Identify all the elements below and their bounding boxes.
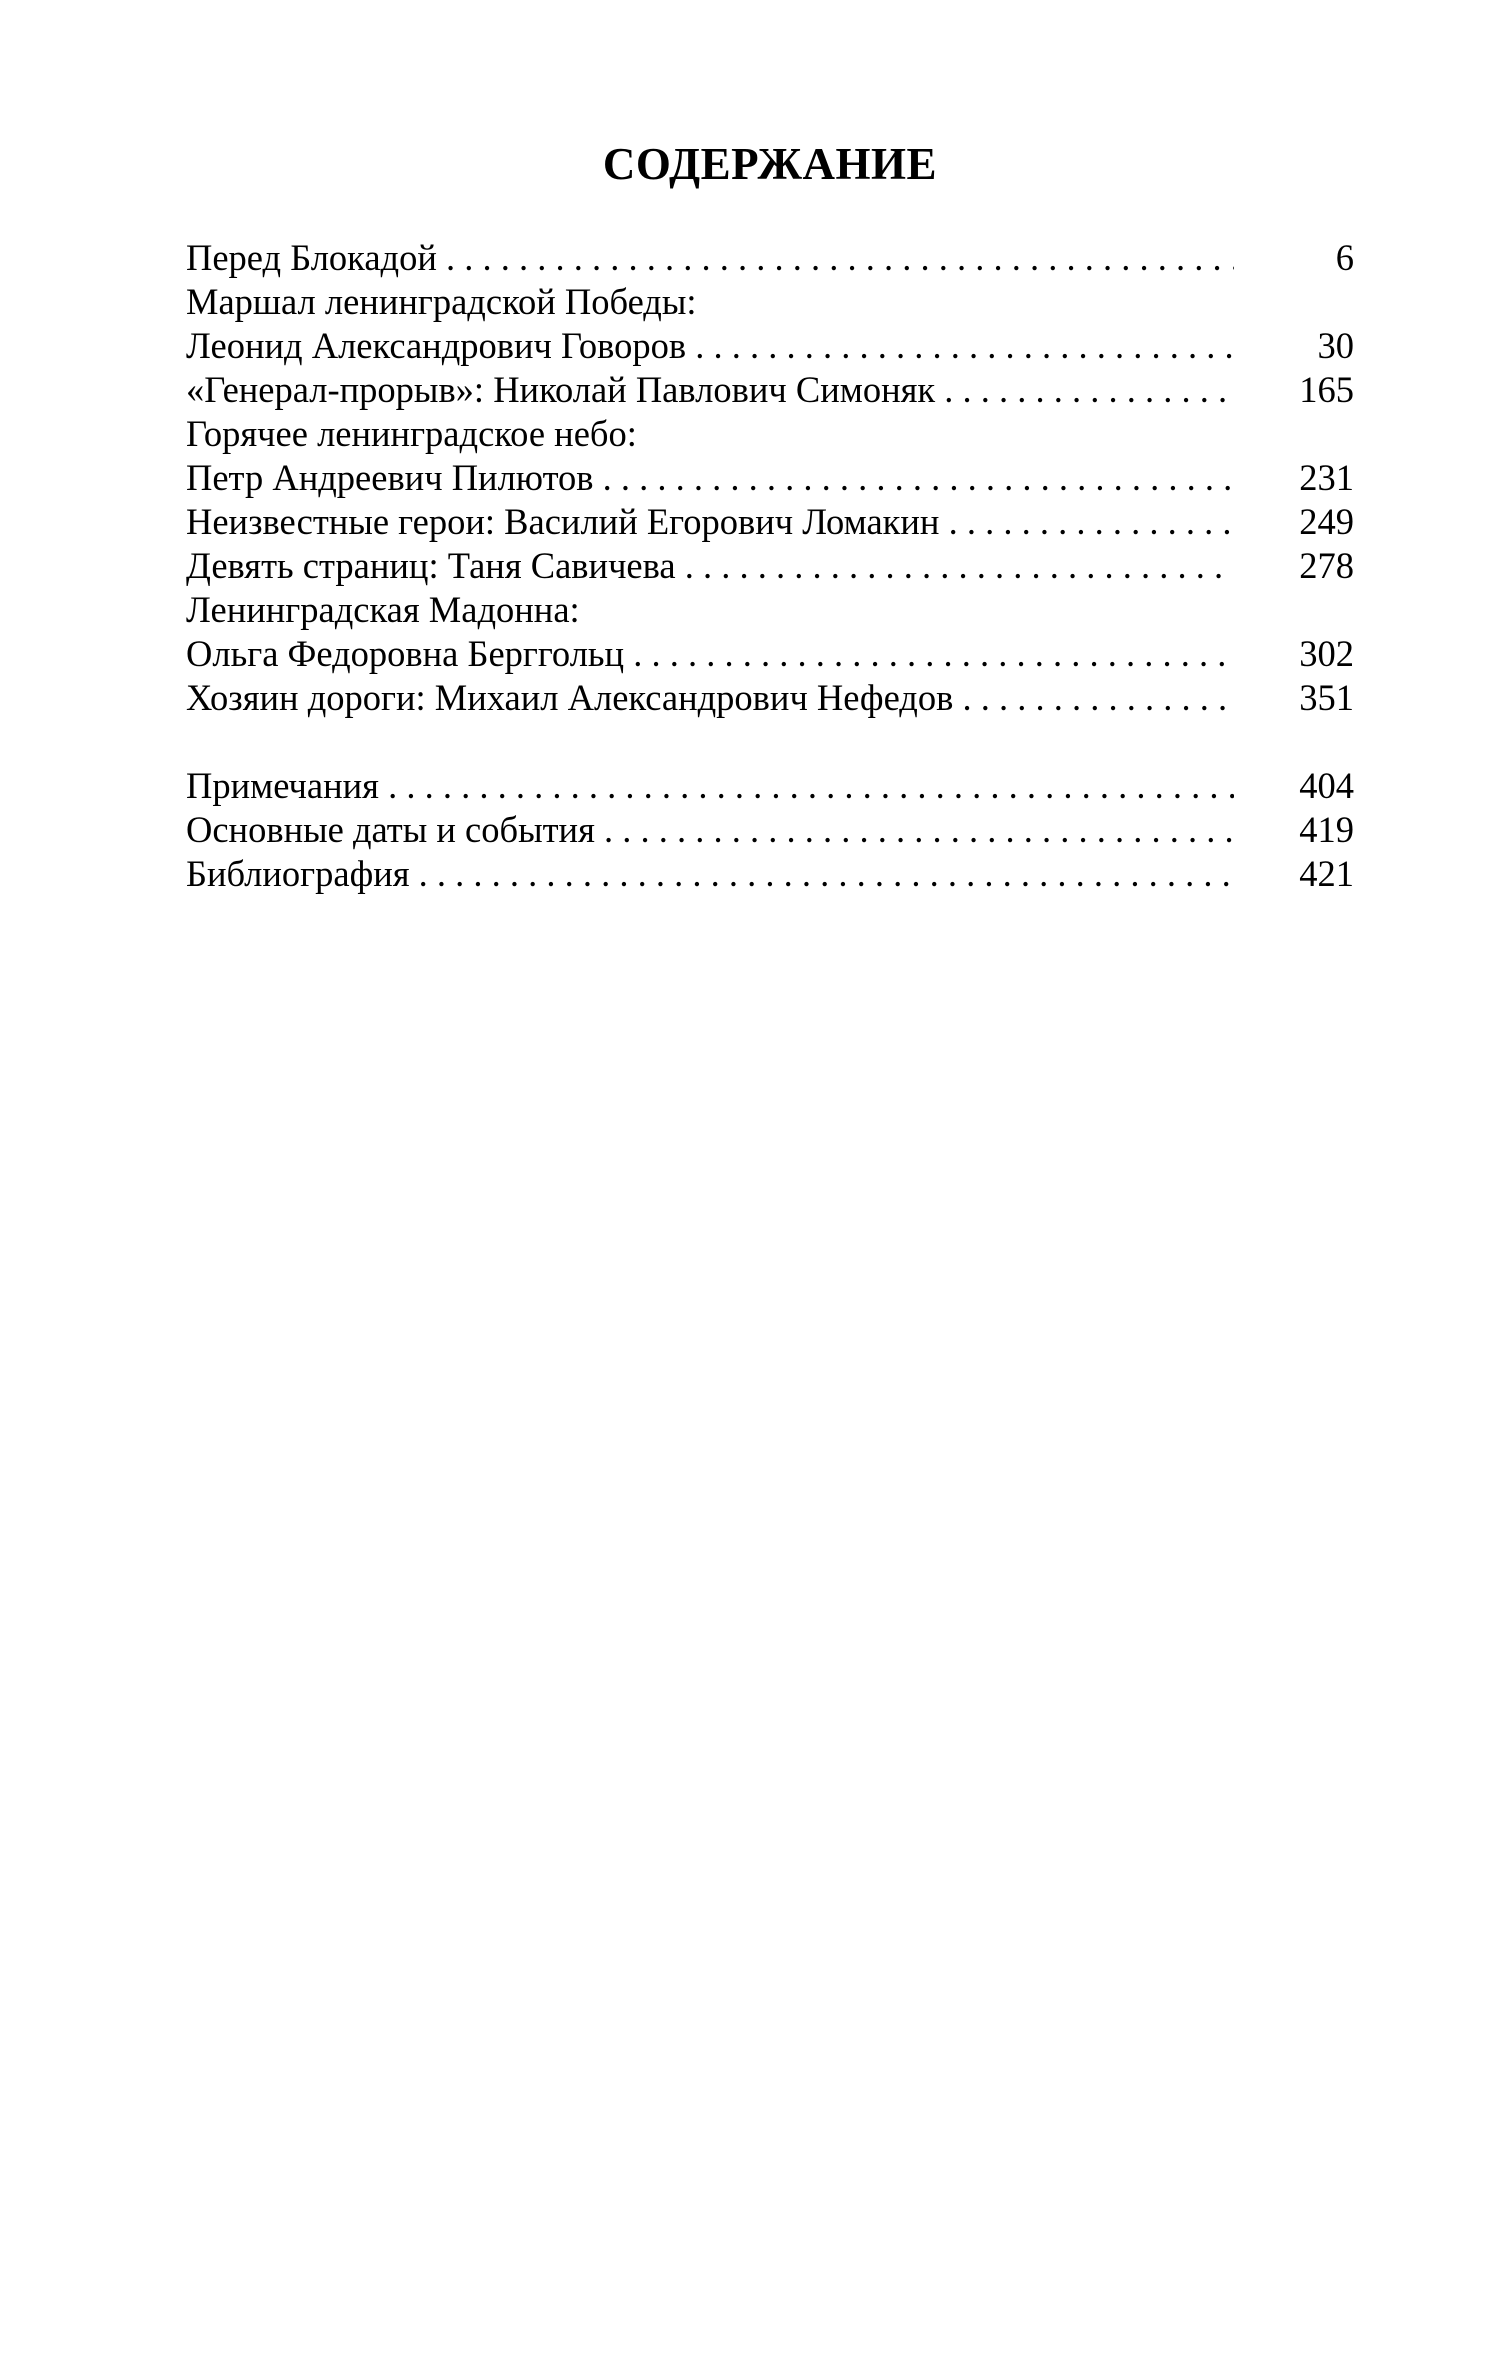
toc-entry [186, 324, 1354, 368]
toc-entry-text: Неизвестные герои: Василий Егорович Ломакин . . . [186, 500, 1234, 544]
toc-entry-page: 165 [1299, 369, 1354, 410]
toc-entry-text: Горячее ленинградское небо: [186, 413, 637, 454]
toc-entry-text: Ленинградская Мадонна: [186, 589, 580, 630]
toc-entry [186, 368, 1354, 412]
toc-entry-text: «Генерал-прорыв»: Николай Павлович Симоняк . . . [186, 368, 1234, 412]
toc-entry-page: 278 [1299, 545, 1354, 586]
toc-entry [186, 236, 1354, 280]
toc-entry [186, 500, 1354, 544]
toc-entry-text: Библиография . . . [186, 852, 1234, 896]
toc-entry [186, 852, 1354, 896]
toc-entry-text: Хозяин дороги: Михаил Александрович Нефедов . . . [186, 676, 1234, 720]
toc-entry-text: Петр Андреевич Пилютов . . . [186, 456, 1234, 500]
toc-entry-page: 6 [1335, 237, 1354, 278]
toc-entry [186, 456, 1354, 500]
toc-entry-page: 404 [1299, 765, 1354, 806]
toc-entry-page: 419 [1299, 809, 1354, 850]
toc-entry-page: 351 [1299, 677, 1354, 718]
toc-entry-page: 421 [1299, 853, 1354, 894]
toc-entry-page: 231 [1299, 457, 1354, 498]
toc-entry-text: Перед Блокадой . . . [186, 236, 1234, 280]
toc-entry [186, 588, 1354, 632]
toc-entry-page: 302 [1299, 633, 1354, 674]
toc-entry-text: Ольга Федоровна Берггольц . . . [186, 632, 1234, 676]
toc-entry [186, 808, 1354, 852]
toc-entry-page: 30 [1317, 325, 1354, 366]
toc-entry [186, 764, 1354, 808]
table-of-contents [186, 236, 1354, 896]
toc-entry-text: Леонид Александрович Говоров . . . [186, 324, 1234, 368]
toc-entry [186, 676, 1354, 720]
page-title: СОДЕРЖАНИЕ [602, 139, 938, 189]
toc-entry-text: Маршал ленинградской Победы: [186, 281, 697, 322]
toc-entry-page: 249 [1299, 501, 1354, 542]
toc-entry-text: Примечания . . . [186, 764, 1234, 808]
toc-entry [186, 544, 1354, 588]
toc-entry [186, 632, 1354, 676]
toc-entry [186, 280, 1354, 324]
toc-entry-text: Девять страниц: Таня Савичева . . . [186, 544, 1234, 588]
toc-entry [186, 412, 1354, 456]
toc-entry-text: Основные даты и события . . . [186, 808, 1234, 852]
